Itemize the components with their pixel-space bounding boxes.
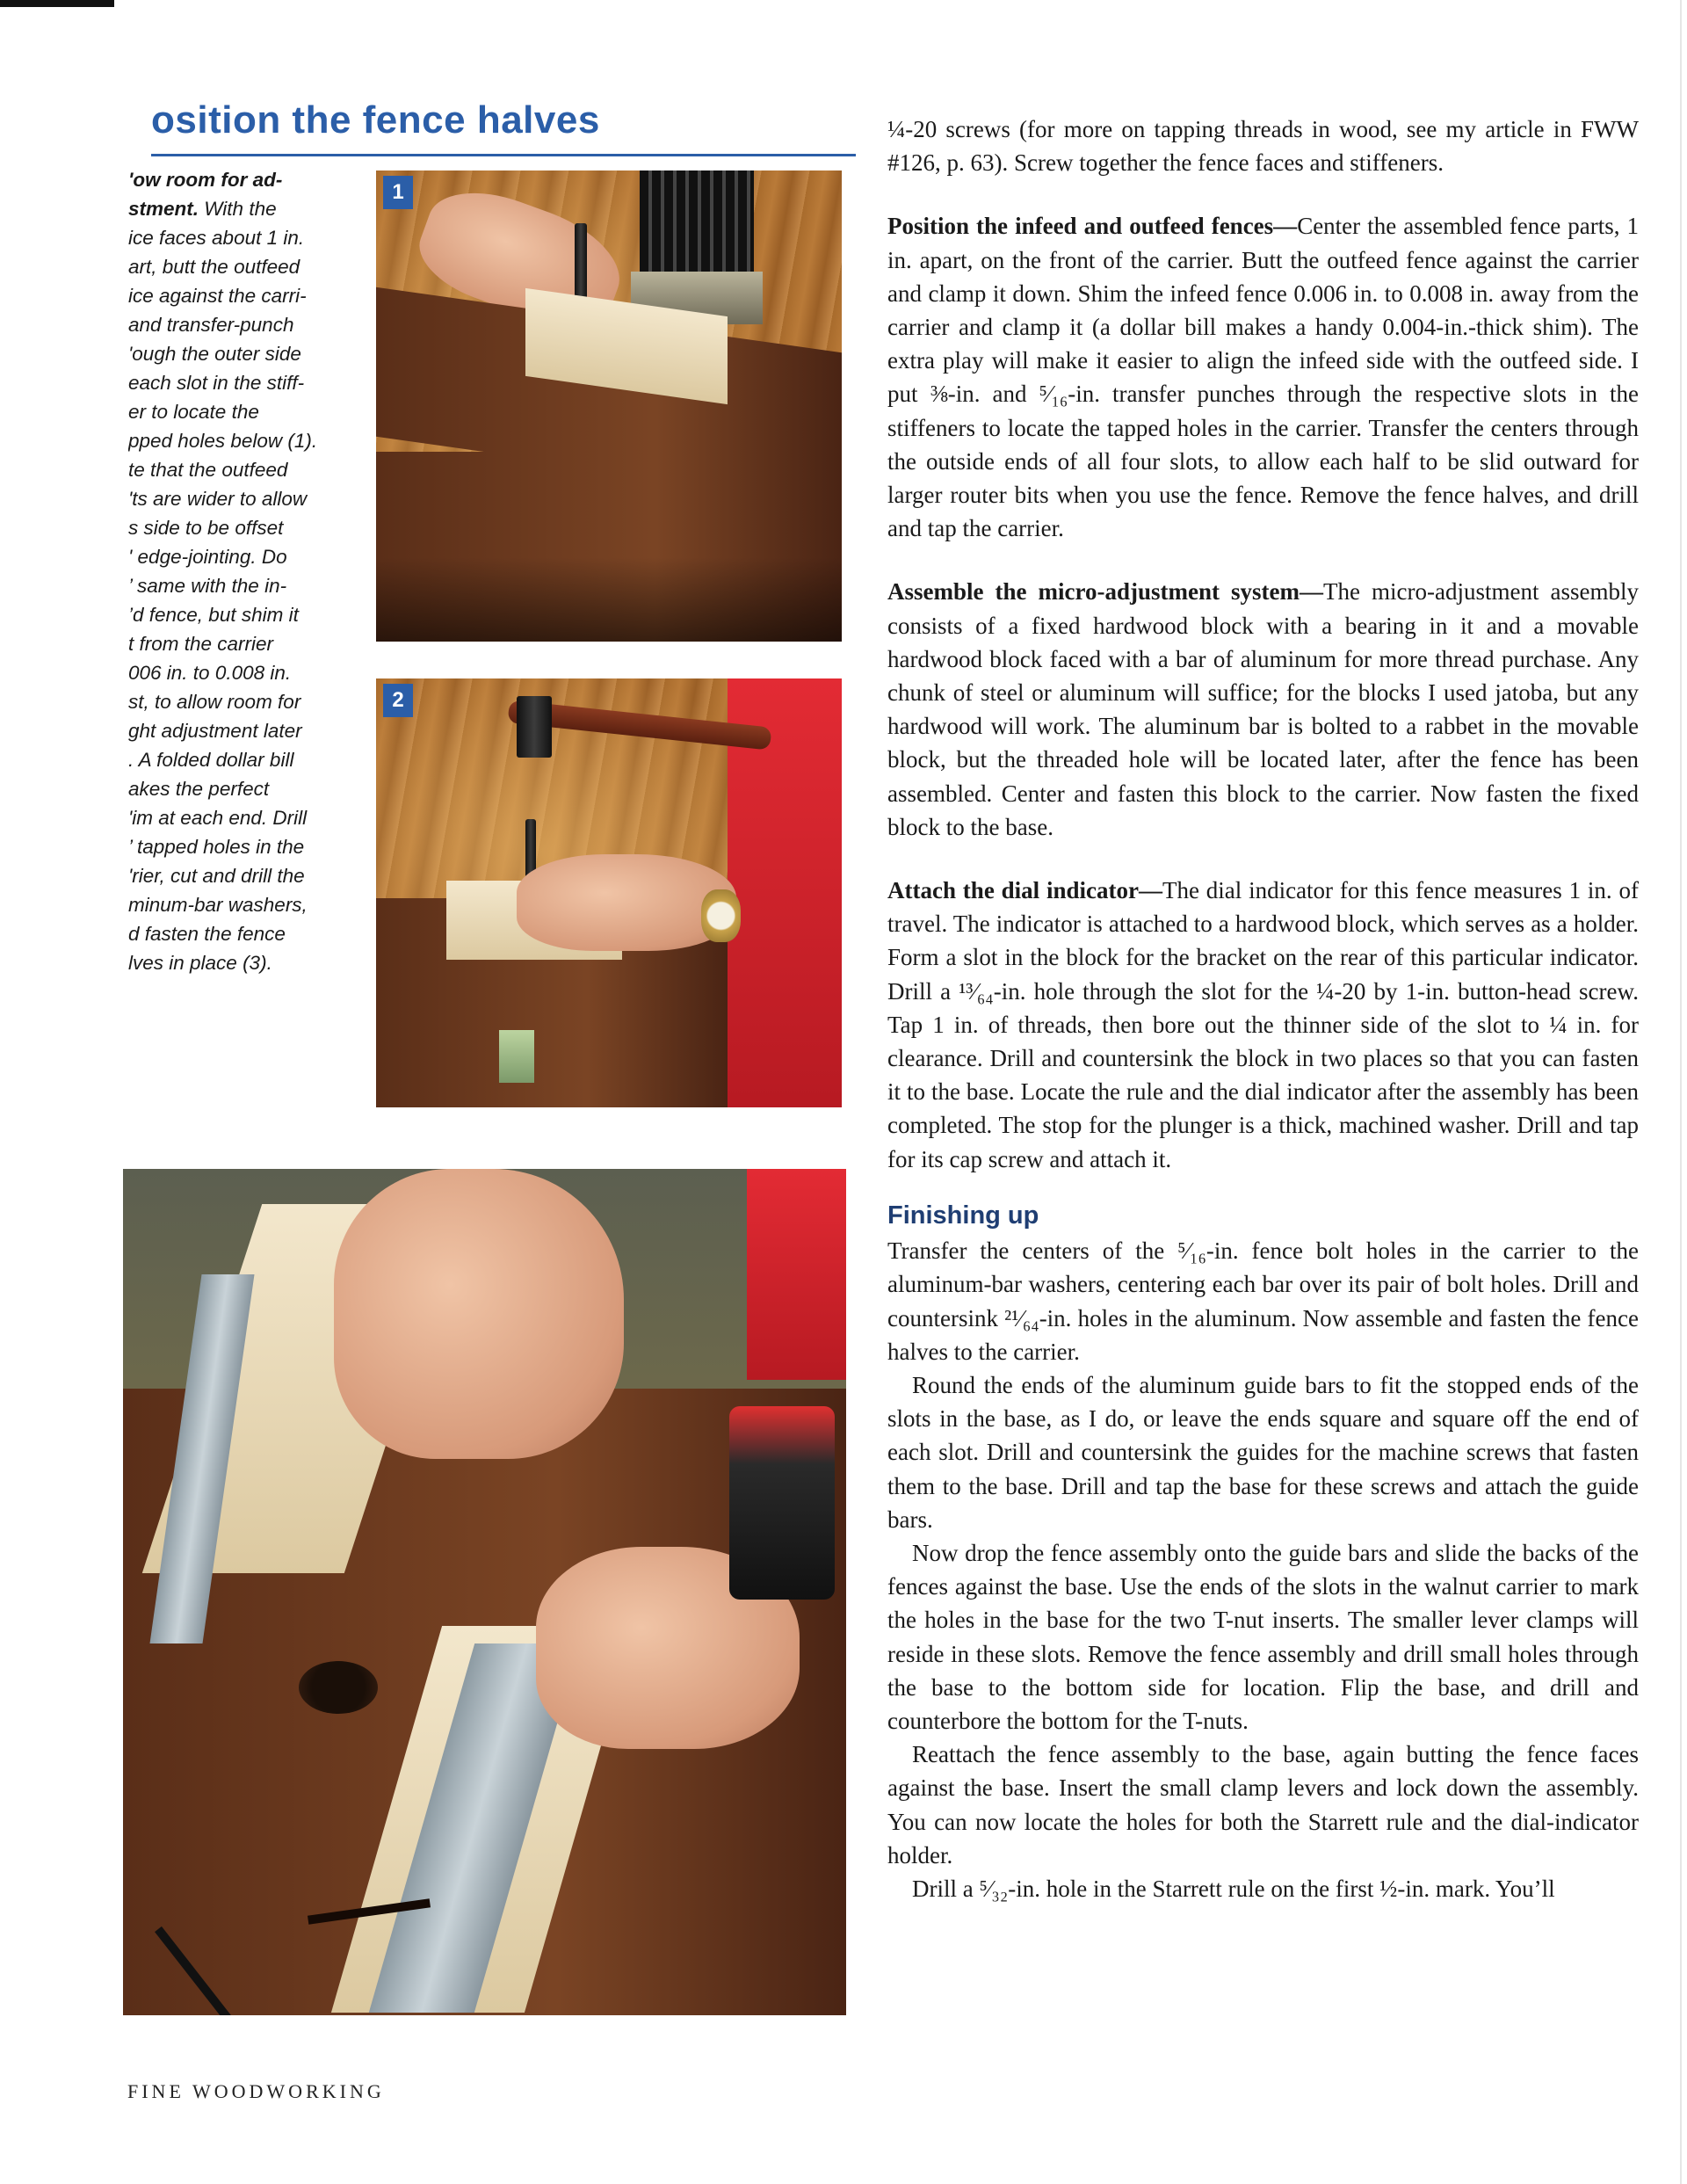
photo-transfer-punch-infeed <box>376 678 842 1107</box>
run-in-head-micro: Assemble the micro-adjustment system— <box>887 578 1324 606</box>
paragraph-finish-3: Now drop the fence assembly onto the guide bars and slide the backs of the fences against the base. Use the ends of the slots in the walnut carrier to mark the holes in the base for the two T-nut inserts. The smaller lever clamps will reside in these slots. Remove the fence assembly and drill small holes through the base to the bottom side for location. Flip the base, and drill and counterbore the bottom for the T-nuts. <box>887 1539 1639 1734</box>
paragraph-finish-5: Drill a ⁵⁄₃₂-in. hole in the Starrett rule on the first ½-in. mark. You’ll <box>912 1875 1555 1902</box>
photo-caption <box>128 165 358 983</box>
top-edge-mark <box>0 0 114 7</box>
punch-set <box>640 171 754 285</box>
run-in-head-dial: Attach the dial indicator— <box>887 877 1162 904</box>
running-footer: FINE WOODWORKING <box>127 2080 385 2102</box>
bench-shadow <box>376 557 842 642</box>
heading-rule <box>151 154 856 156</box>
article-body <box>887 112 1639 2064</box>
paragraph-dial-body: The dial indicator for this fence measures 1 in. of travel. The indicator is attached to a hardwood block, which serves as a holder. Form a slot in the block for the bracket on the rear of this particular indicator. Drill a ¹³⁄₆₄-in. hole through the slot for the ¼-20 by 1-in. button-head screw. Tap 1 in. of threads, then bore out the thinner side of the slot to ¼ in. for clearance. Drill and countersink the block in two places so that you can fasten it to the base. Locate the rule and the dial indicator after the assembly has been completed. The stop for the plunger is a thick, machined washer. Drill and tap for its cap screw and attach it. <box>887 877 1639 1172</box>
paragraph-fences <box>887 209 1639 545</box>
caption-lead: 'ow room for ad- stment. <box>128 169 283 220</box>
watch <box>701 889 741 942</box>
paragraph-fences-body: Center the assembled fence parts, 1 in. apart, on the front of the carrier. Butt the outfeed fence against the carrier and clamp it down. Shim the infeed fence 0.006 in. to 0.008 in. away from the carrier and clamp it (a dollar bill makes a handy 0.004-in.-thick shim). The extra play will make it easier to align the infeed side with the outfeed side. I put ⅜-in. and ⁵⁄₁₆-in. transfer punches through the respective slots in the stiffeners to locate the tapped holes in the carrier. Transfer the centers through the outside ends of all four slots, to allow each half to be slid outward for larger router bits when you use the fence. Remove the fence halves, and drill and tap the carrier. <box>887 213 1639 542</box>
hammer-head <box>517 696 552 758</box>
paragraph-micro <box>887 575 1639 844</box>
page-edge <box>1680 0 1682 2184</box>
paragraph-intro: ¼-20 screws (for more on tapping threads in wood, see my article in FWW #126, p. 63). Screw together the fence faces and stiffeners. <box>887 116 1639 177</box>
paragraph-finish-4: Reattach the fence assembly to the base, again butting the fence faces against the base. Insert the small clamp levers and lock down the assembly. You can now locate the holes for both the Starrett rule and the dial-indicator holder. <box>887 1741 1639 1868</box>
paragraph-micro-body: The micro-adjustment assembly consists of a fixed hardwood block with a bearing in it and a movable hardwood block faced with a bar of aluminum for more thread purchase. Any chunk of steel or aluminum will suffice; for the blocks I used jatoba, but any hardwood will work. The aluminum bar is bolted to a rabbet in the movable block, but the threaded hole will be located later, after the fence has been assembled. Center and fasten this block to the carrier. Now fasten the fixed block to the base. <box>887 578 1639 840</box>
hand-upper <box>334 1169 624 1459</box>
caption-body: With the ice faces about 1 in. art, butt the outfeed ice against the carri- and transfer-punch 'ough the outer side each slot in the stiff- er to locate the pped holes below (1). te that the outfeed 'ts are wider to allow s side to be offset ' edge-jointing. Do ’ same with the in- ’d fence, but shim it t from the carrier 006 in. to 0.008 in. st, to allow room for ght adjustment later . A folded dollar bill akes the perfect 'im at each end. Drill ’ tapped holes in the 'rier, cut and drill the minum-bar washers, d fasten the fence lves in place (3). <box>128 198 318 974</box>
paragraph-finish-2: Round the ends of the aluminum guide bars to fit the stopped ends of the slots in the base, as I do, or leave the ends square and square off the end of each slot. Drill and countersink the guides for the machine screws that fasten them to the base. Drill and tap the base for these screws and attach the guide bars. <box>887 1371 1639 1533</box>
photo-fasten-fence-halves <box>123 1169 846 2015</box>
photo-transfer-punch-outfeed <box>376 171 842 642</box>
photo-number: 1 <box>383 176 413 209</box>
paragraph-finish-1: Transfer the centers of the ⁵⁄₁₆-in. fence bolt holes in the carrier to the aluminum-bar washers, centering each bar over its pair of bolt holes. Drill and countersink ²¹⁄₆₄-in. holes in the aluminum. Now assemble and fasten the fence halves to the carrier. <box>887 1237 1639 1365</box>
bolt-hole <box>299 1661 378 1714</box>
red-sleeve <box>747 1169 846 1380</box>
paragraph-dial <box>887 874 1639 1176</box>
run-in-head-fences: Position the infeed and outfeed fences— <box>887 213 1298 240</box>
section-heading: osition the fence halves <box>151 98 600 141</box>
dollar-bill-shim <box>499 1030 534 1083</box>
subheading-finishing: Finishing up <box>887 1201 1039 1230</box>
drill-handle <box>729 1406 835 1600</box>
photo-number: 2 <box>383 684 413 717</box>
